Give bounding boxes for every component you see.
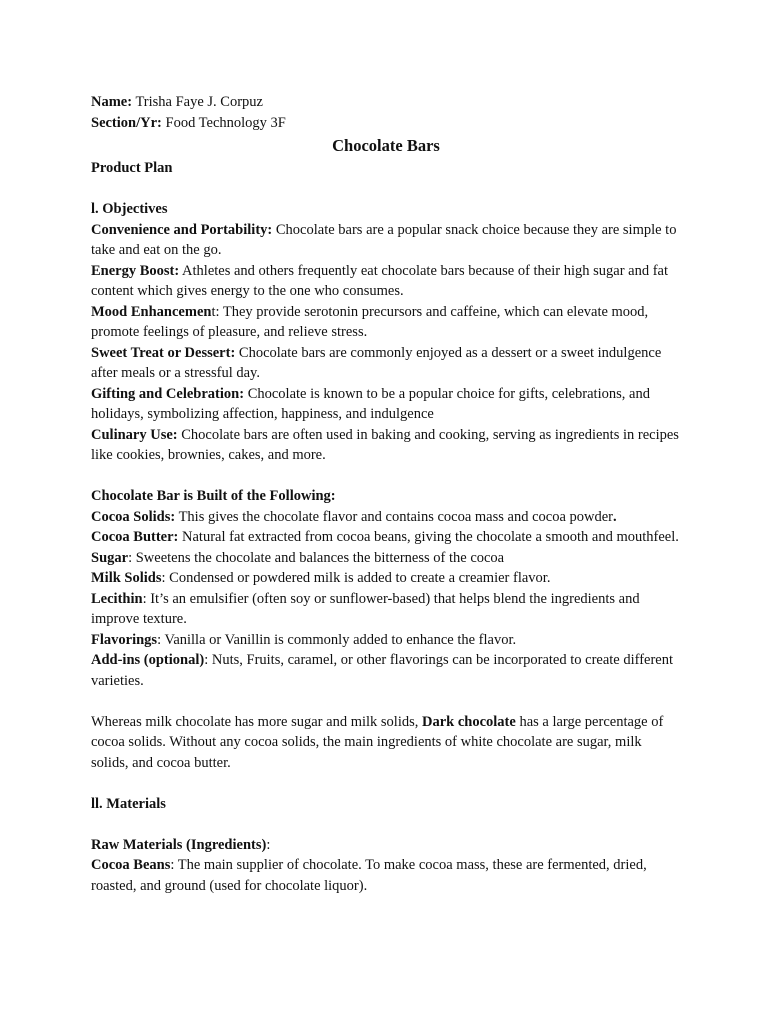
objective-text: Athletes and others frequently eat chocolate bars because of their high sugar and fat content which gives energy to the one who consumes. [91, 262, 669, 299]
composition-text: : Sweetens the chocolate and balances the bitterness of the cocoa [128, 549, 505, 566]
composition-item [91, 630, 681, 651]
section-value: Food Technology 3F [161, 114, 286, 131]
objective-text: Chocolate bars are a popular snack choice because they are simple to take and eat on the go. [91, 221, 677, 258]
composition-term: Flavorings [91, 631, 158, 648]
objective-term: Culinary Use: [91, 426, 178, 443]
composition-term: Sugar [91, 549, 129, 566]
objective-term: Sweet Treat or Dessert: [91, 344, 236, 361]
composition-text: Natural fat extracted from cocoa beans, giving the chocolate a smooth and mouthfeel. [178, 529, 679, 545]
composition-term: Cocoa Butter: [91, 529, 179, 545]
composition-term: Cocoa Solids: [91, 508, 176, 525]
comparison-paragraph [91, 712, 681, 774]
composition-heading: Chocolate Bar is Built of the Following: [91, 488, 336, 504]
objective-item [91, 384, 681, 425]
product-plan-heading: Product Plan [91, 160, 173, 176]
spacer [91, 773, 681, 794]
composition-item [91, 527, 681, 548]
objectives-list [91, 220, 681, 466]
objective-item [91, 302, 681, 343]
composition-text: : It’s an emulsifier (often soy or sunflower-based) that helps blend the ingredients and improve texture. [91, 590, 640, 627]
objective-term: Gifting and Celebration: [91, 385, 245, 402]
composition-term: Add-ins (optional) [91, 652, 205, 668]
material-term: Cocoa Beans [91, 857, 171, 873]
composition-item [91, 548, 681, 569]
comparison-before: Whereas milk chocolate has more sugar and milk solids, [91, 713, 422, 730]
spacer [91, 466, 681, 487]
objectives-heading: l. Objectives [91, 201, 168, 217]
spacer [91, 814, 681, 835]
name-label: Name: [91, 94, 133, 110]
objective-term: Energy Boost: [91, 262, 180, 279]
spacer [91, 691, 681, 712]
objective-text: Chocolate is known to be a popular choice for gifts, celebrations, and holidays, symbolizing affection, happiness, and indulgence [91, 385, 650, 422]
name-line [91, 92, 681, 113]
comparison-after: has a large percentage of cocoa solids. Without any cocoa solids, the main ingredients of white chocolate are sugar, milk solids, and cocoa butter. [91, 713, 664, 771]
objective-item [91, 261, 681, 302]
raw-materials-heading: Raw Materials (Ingredients): [91, 836, 271, 853]
objective-item [91, 425, 681, 466]
composition-text: This gives the chocolate flavor and contains cocoa mass and cocoa powder [175, 508, 614, 525]
objective-text: Chocolate bars are often used in baking and cooking, serving as ingredients in recipes like cookies, brownies, cakes, and more. [91, 426, 679, 463]
objective-text: t: They provide serotonin precursors and caffeine, which can elevate mood, promote feelings of pleasure, and relieve stress. [91, 303, 649, 340]
composition-item [91, 568, 681, 589]
objective-term: Convenience and Portability: [91, 221, 273, 238]
section-line [91, 113, 681, 134]
composition-item [91, 650, 681, 691]
spacer [91, 179, 681, 200]
objective-item [91, 343, 681, 384]
composition-item [91, 589, 681, 630]
material-item [91, 855, 681, 896]
document-page [91, 92, 681, 896]
composition-text: : Condensed or powdered milk is added to create a creamier flavor. [161, 570, 551, 586]
composition-term: Milk Solids [91, 570, 162, 586]
material-text: : The main supplier of chocolate. To make cocoa mass, these are fermented, dried, roasted, and ground (used for chocolate liquor). [91, 857, 647, 894]
composition-tail: . [613, 508, 617, 525]
section-label: Section/Yr: [91, 114, 162, 131]
comparison-bold: Dark chocolate [422, 713, 516, 730]
name-value: Trisha Faye J. Corpuz [132, 94, 263, 110]
objective-text: Chocolate bars are commonly enjoyed as a dessert or a sweet indulgence after meals or a stressful day. [91, 344, 662, 381]
objective-term: Mood Enhancemen [91, 303, 212, 320]
composition-item [91, 507, 681, 528]
composition-term: Lecithin [91, 590, 143, 607]
materials-heading: ll. Materials [91, 795, 166, 812]
composition-text: : Nuts, Fruits, caramel, or other flavorings can be incorporated to create different varieties. [91, 652, 674, 689]
composition-text: : Vanilla or Vanillin is commonly added to enhance the flavor. [157, 631, 517, 648]
objective-item [91, 220, 681, 261]
composition-list [91, 507, 681, 692]
document-title: Chocolate Bars [332, 136, 440, 155]
